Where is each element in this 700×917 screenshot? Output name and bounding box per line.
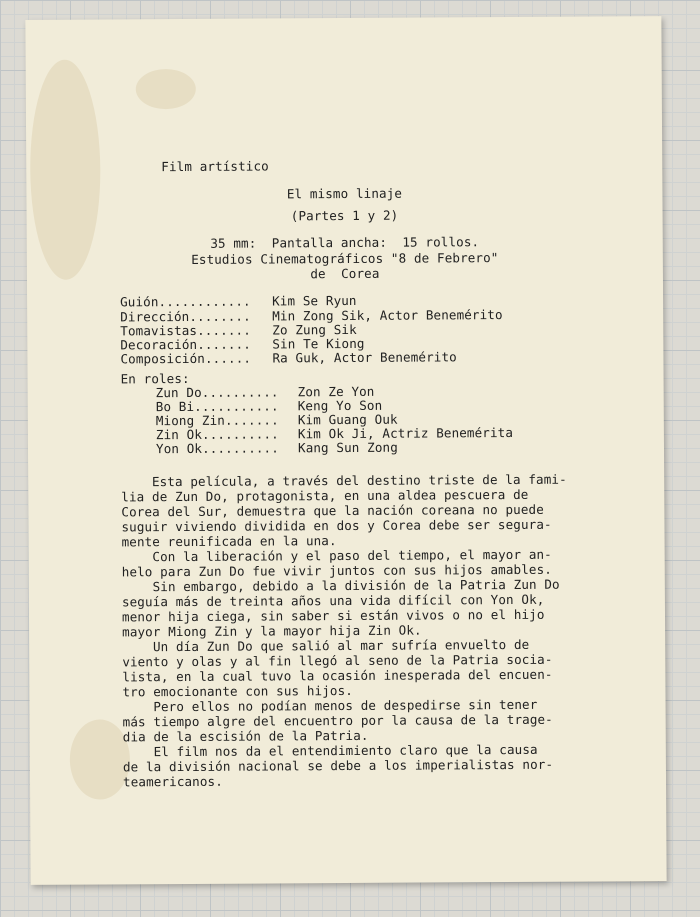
cast-actor: Keng Yo Son xyxy=(297,397,383,414)
synopsis-line: más tiempo algre del encuentro por la causa de la trage- xyxy=(122,711,553,730)
synopsis-line: mente reunificada en la una. xyxy=(121,533,337,550)
synopsis-line: El film nos da el entendimiento claro que la causa xyxy=(122,741,538,760)
typewritten-sheet xyxy=(25,16,666,885)
synopsis-line: suguir viviendo dividida en dos y Corea debe ser segura- xyxy=(121,516,552,535)
synopsis-line: viento y olas y al fin llegó al seno de la Patria socia- xyxy=(122,651,553,670)
credit-name: Ra Guk, Actor Benemérito xyxy=(272,349,457,366)
cast-role: Zin Ok.......... xyxy=(155,426,279,443)
synopsis-line: menor hija ciega, sin saber si están vivos o no el hijo xyxy=(121,606,545,625)
cast-role: Yon Ok.......... xyxy=(155,440,279,457)
paper-stain xyxy=(70,719,130,799)
synopsis-line: Sin embargo, debido a la división de la Patria Zun Do xyxy=(121,576,560,595)
credit-role: Dirección........ xyxy=(120,308,251,325)
synopsis-line: seguía más de treinta años una vida difícil con Yon Ok, xyxy=(121,591,545,610)
credit-role: Composición...... xyxy=(120,350,252,367)
synopsis-line: tro emocionante con sus hijos. xyxy=(122,682,353,700)
synopsis-line: dia de la escisión de la Patria. xyxy=(122,727,369,745)
synopsis-line: teamericanos. xyxy=(122,773,223,790)
credit-role: Decoración....... xyxy=(120,336,252,353)
synopsis-line: Corea del Sur, demuestra que la nación coreana no puede xyxy=(121,501,544,520)
cast-actor: Kang Sun Zong xyxy=(297,439,398,456)
film-parts: (Partes 1 y 2) xyxy=(290,207,399,224)
synopsis-line: Con la liberación y el paso del tiempo, el mayor an- xyxy=(121,546,552,565)
cast-role: Zun Do.......... xyxy=(155,384,279,401)
synopsis-line: Un día Zun Do que salió al mar sufría envuelto de xyxy=(122,636,530,655)
studio-country: de Corea xyxy=(310,265,380,282)
paper-stain xyxy=(136,69,196,109)
credit-role: Tomavistas....... xyxy=(120,322,251,339)
cast-role: Miong Zin....... xyxy=(155,412,279,429)
studio-name: Estudios Cinematográficos "8 de Febrero" xyxy=(191,250,499,267)
cast-actor: Zon Ze Yon xyxy=(297,383,375,400)
synopsis-line: de la división nacional se debe a los imperialistas nor- xyxy=(122,756,554,775)
synopsis-line: mayor Miong Zin y la mayor hija Zin Ok. xyxy=(122,622,422,640)
film-label: Film artístico xyxy=(161,158,269,175)
credit-role: Guión............ xyxy=(120,293,251,310)
cast-role: Bo Bi........... xyxy=(155,398,279,415)
cast-actor: Kim Ok Ji, Actriz Benemérita xyxy=(297,424,514,442)
synopsis-line: Pero ellos no podían menos de despedirse sin tener xyxy=(122,696,538,715)
credit-name: Zo Zung Sik xyxy=(272,321,357,338)
cast-heading: En roles: xyxy=(120,370,190,387)
synopsis-line: lia de Zun Do, protagonista, en una aldea pescuera de xyxy=(121,486,529,505)
credit-name: Min Zong Sik, Actor Benemérito xyxy=(272,307,503,324)
film-format: 35 mm: Pantalla ancha: 15 rollos. xyxy=(210,234,480,251)
synopsis-line: Esta película, a través del destino triste de la fami- xyxy=(121,471,567,490)
synopsis-line: helo para Zun Do fue vivir juntos con sus hijos amables. xyxy=(121,561,552,580)
credit-name: Kim Se Ryun xyxy=(272,292,357,309)
cast-actor: Kim Guang Ouk xyxy=(297,411,398,428)
film-title: El mismo linaje xyxy=(286,185,403,202)
synopsis-line: lista, en la cual tuvo la ocasión inesperada del encuen- xyxy=(122,666,553,685)
credit-name: Sin Te Kiong xyxy=(272,335,365,352)
